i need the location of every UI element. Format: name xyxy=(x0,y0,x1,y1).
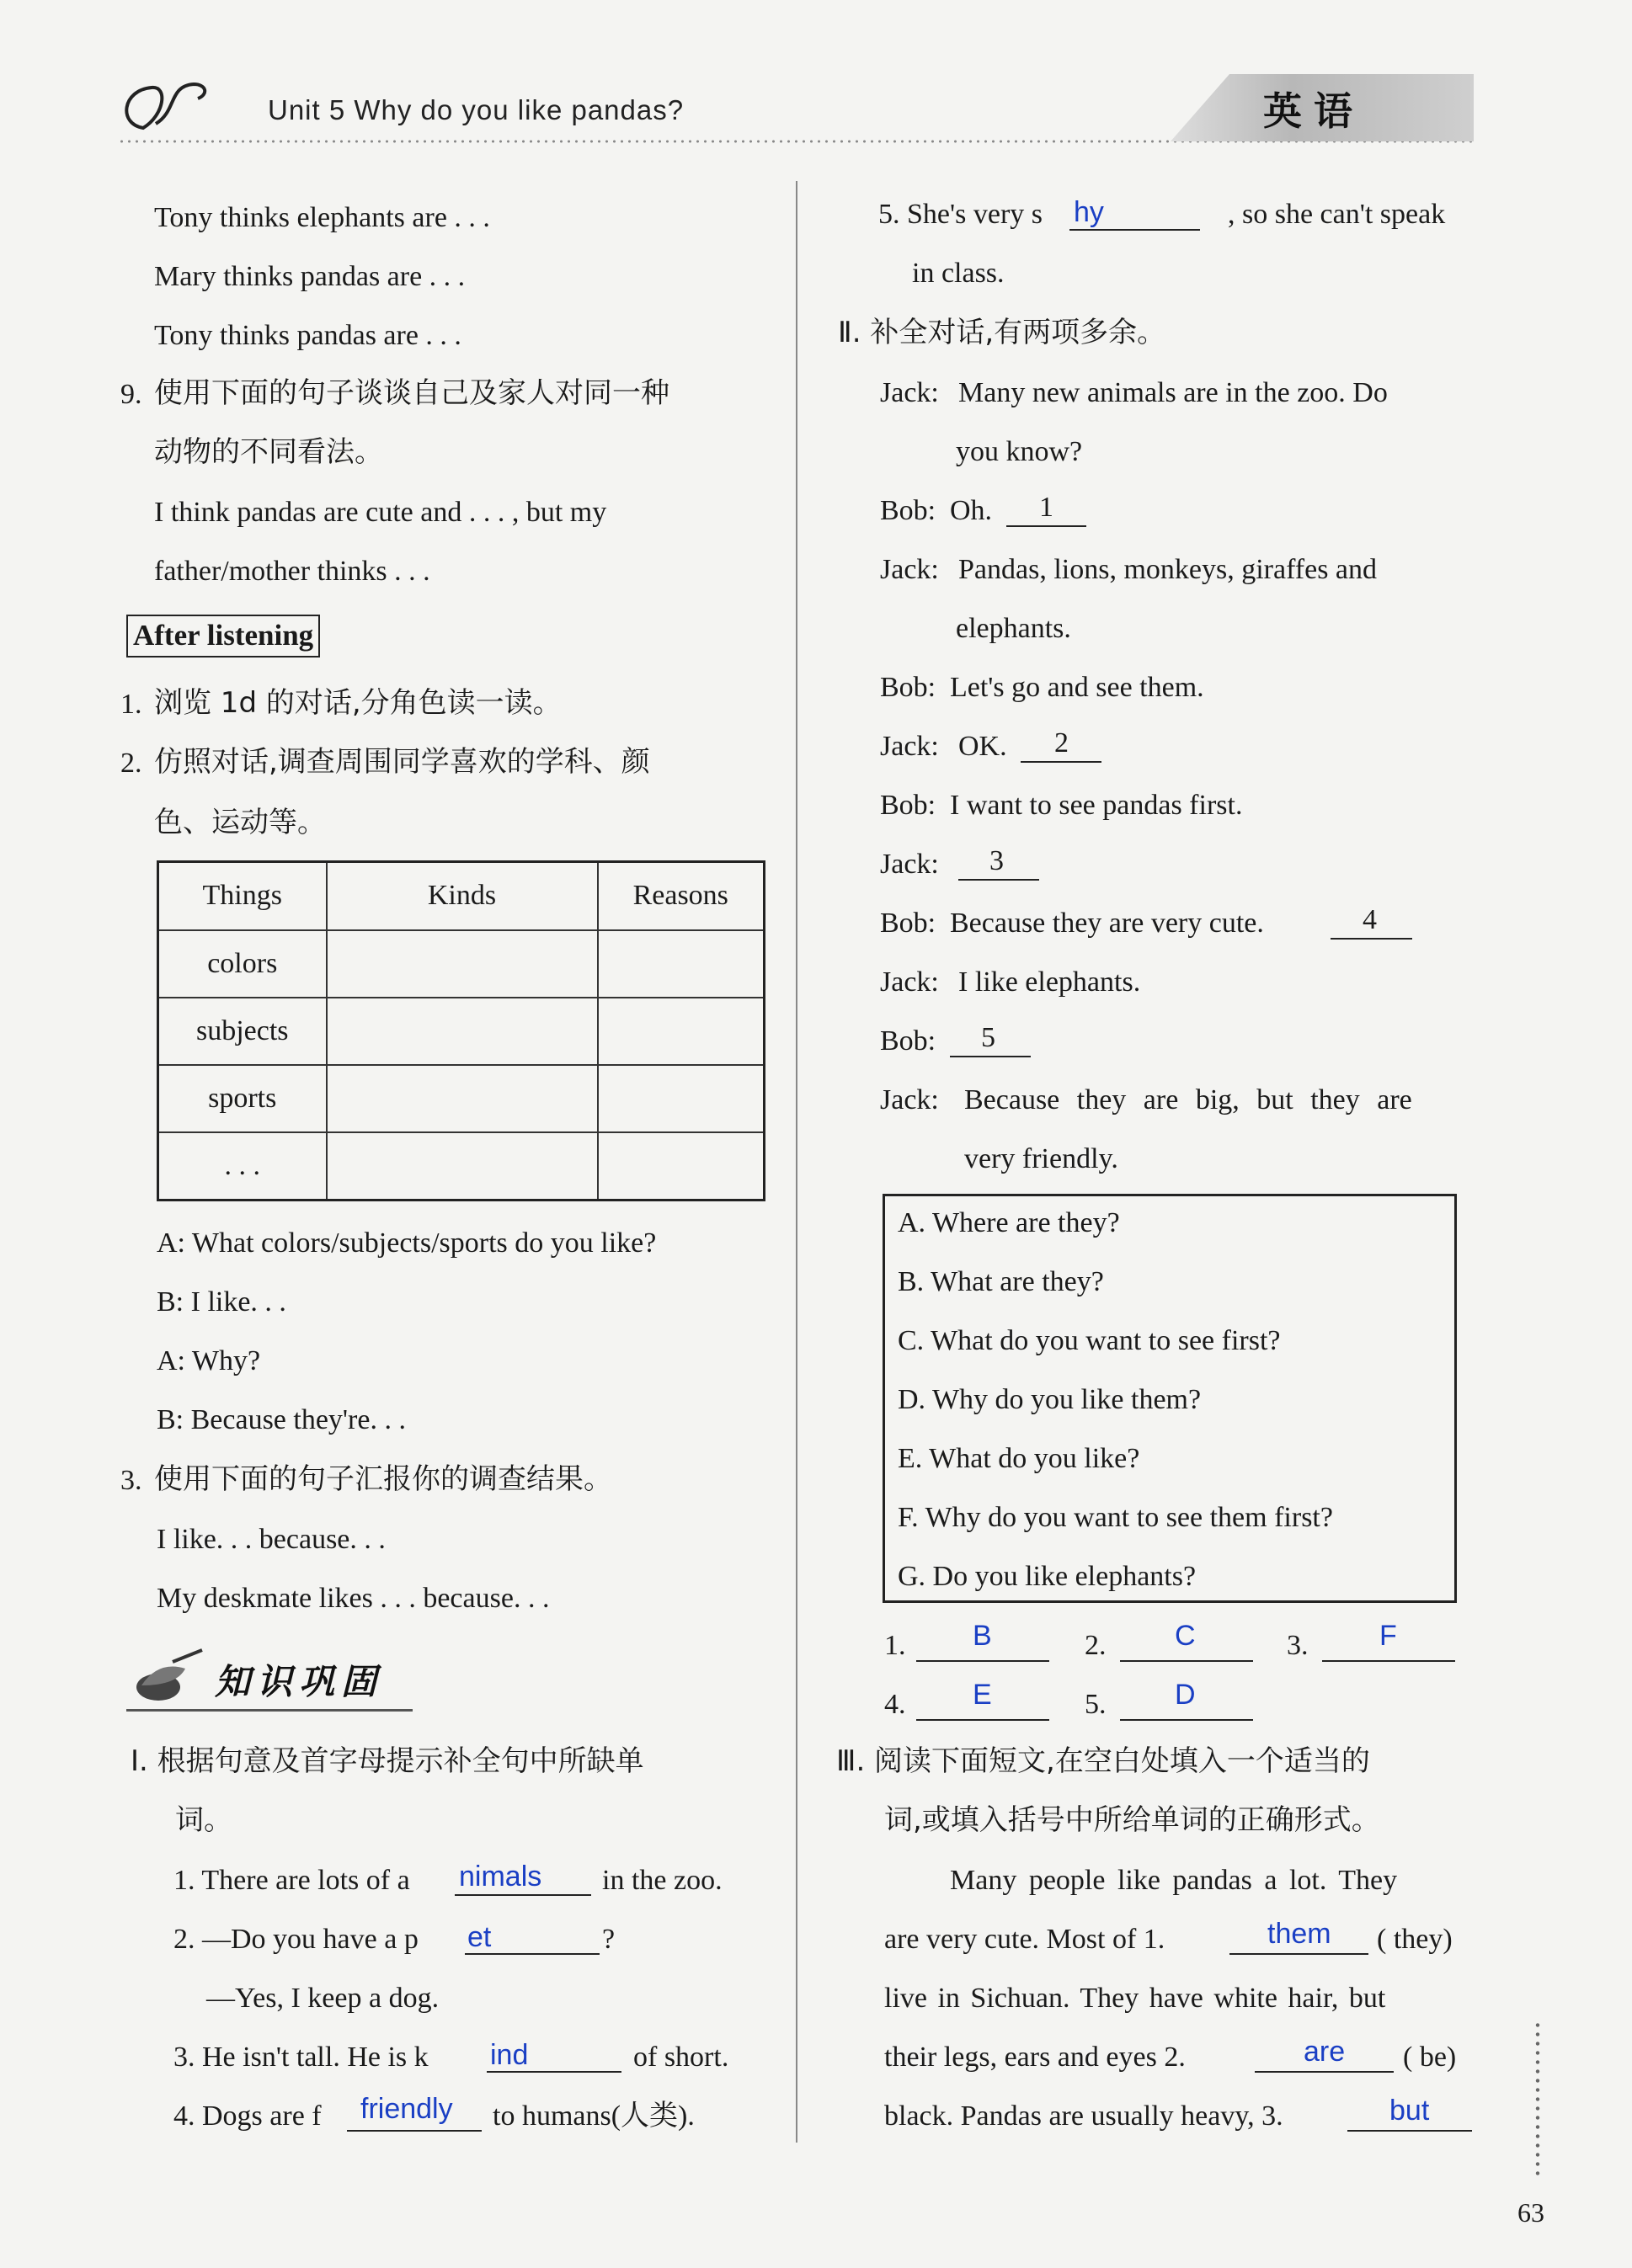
passage-line: their legs, ears and eyes 2. xyxy=(884,2042,1186,2073)
answer-blank xyxy=(1347,2130,1472,2132)
passage-line: black. Pandas are usually heavy, 3. xyxy=(884,2100,1283,2132)
passage-answer: but xyxy=(1389,2095,1430,2127)
page-number: 63 xyxy=(1517,2197,1544,2228)
answer-choice: F xyxy=(1379,1620,1397,1652)
answer-blank xyxy=(1069,229,1200,231)
q4-text: 4. Dogs are f xyxy=(173,2100,322,2132)
opinion-line: Tony thinks pandas are . . . xyxy=(154,320,461,351)
report-line: I like. . . because. . . xyxy=(157,1524,386,1555)
section2-title: Ⅱ. 补全对话,有两项多余。 xyxy=(838,316,1166,349)
answer-q3: ind xyxy=(490,2039,529,2071)
answer-q1: nimals xyxy=(459,1861,542,1893)
dialog-text: Let's go and see them. xyxy=(950,672,1204,703)
passage-answer: are xyxy=(1304,2036,1346,2068)
answer-choice: E xyxy=(973,1679,992,1711)
question-number: 9. xyxy=(120,379,142,410)
q1-text: in the zoo. xyxy=(602,1865,723,1896)
passage-line: are very cute. Most of 1. xyxy=(884,1924,1165,1955)
item-text: 色、运动等。 xyxy=(154,806,326,839)
answer-blank xyxy=(487,2071,621,2073)
answer-label: 5. xyxy=(1085,1689,1107,1720)
option-item: C. What do you want to see first? xyxy=(898,1325,1281,1356)
speaker: Jack: xyxy=(880,731,939,762)
answer-blank xyxy=(1229,1953,1368,1955)
option-item: B. What are they? xyxy=(898,1266,1104,1297)
table-cell xyxy=(327,998,598,1065)
answer-blank xyxy=(950,1056,1031,1057)
dialog-text: OK. xyxy=(958,731,1007,762)
answer-blank xyxy=(1331,938,1412,940)
column-divider xyxy=(796,181,797,2143)
speaker: Jack: xyxy=(880,849,939,880)
section1-title: Ⅰ. 根据句意及首字母提示补全句中所缺单 xyxy=(131,1744,644,1778)
table-cell xyxy=(327,1132,598,1201)
speaker: Bob: xyxy=(880,1025,936,1057)
dialog-text: Because they are very cute. xyxy=(950,908,1264,939)
q9-example: father/mother thinks . . . xyxy=(154,556,430,587)
table-cell xyxy=(327,930,598,998)
answer-choice: D xyxy=(1175,1679,1196,1711)
dialog-text: very friendly. xyxy=(964,1143,1118,1174)
option-item: F. Why do you want to see them first? xyxy=(898,1502,1333,1533)
q1-text: 1. There are lots of a xyxy=(173,1865,410,1896)
passage-line: live in Sichuan. They have white hair, but xyxy=(884,1983,1386,2014)
table-cell: colors xyxy=(158,930,327,998)
answer-blank xyxy=(1021,761,1101,763)
dialog-text: elephants. xyxy=(956,613,1071,644)
option-item: E. What do you like? xyxy=(898,1443,1140,1474)
answer-blank xyxy=(455,1894,591,1896)
opinion-line: Tony thinks elephants are . . . xyxy=(154,202,490,233)
speaker: Bob: xyxy=(880,495,936,526)
table-cell: subjects xyxy=(158,998,327,1065)
item-number: 3. xyxy=(120,1465,142,1496)
answer-choice: C xyxy=(1175,1620,1196,1652)
table-row xyxy=(158,930,765,998)
speaker: Jack: xyxy=(880,966,939,998)
answer-blank xyxy=(1120,1719,1253,1721)
item-number: 2. xyxy=(120,748,142,779)
speaker: Jack: xyxy=(880,554,939,585)
opinion-line: Mary thinks pandas are . . . xyxy=(154,261,466,292)
q3-text: of short. xyxy=(633,2042,729,2073)
table-cell xyxy=(598,930,765,998)
q5-text: in class. xyxy=(912,258,1005,289)
answer-blank xyxy=(1006,525,1086,527)
item-text: 使用下面的句子汇报你的调查结果。 xyxy=(154,1462,612,1496)
option-item: A. Where are they? xyxy=(898,1207,1120,1238)
banner-title: 知识巩固 xyxy=(215,1661,384,1702)
survey-table xyxy=(157,860,765,1201)
answer-blank xyxy=(347,2130,482,2132)
passage-line: ( be) xyxy=(1403,2042,1457,2073)
speaker: Bob: xyxy=(880,908,936,939)
speaker: Bob: xyxy=(880,790,936,821)
answer-blank xyxy=(1255,2071,1394,2073)
answer-label: 2. xyxy=(1085,1630,1107,1661)
dialog-text: you know? xyxy=(956,436,1083,467)
table-header: Reasons xyxy=(598,862,765,930)
passage-line: ( they) xyxy=(1377,1924,1453,1955)
table-row xyxy=(158,998,765,1065)
section3-title: Ⅲ. 阅读下面短文,在空白处填入一个适当的 xyxy=(836,1744,1370,1778)
dialog-text: I like elephants. xyxy=(958,966,1141,998)
answer-label: 1. xyxy=(884,1630,906,1661)
answer-blank xyxy=(916,1660,1049,1662)
table-cell xyxy=(598,1132,765,1201)
after-listening-label: After listening xyxy=(126,615,320,658)
answer-choice: B xyxy=(973,1620,992,1652)
blank-number: 3 xyxy=(989,845,1004,876)
blank-number: 2 xyxy=(1054,727,1069,759)
answer-blank xyxy=(958,879,1039,881)
item-text: 仿照对话,调查周围同学喜欢的学科、颜 xyxy=(154,745,650,779)
answer-label: 3. xyxy=(1287,1630,1309,1661)
dialog-line: B: I like. . . xyxy=(157,1286,286,1318)
q2-text: ? xyxy=(602,1924,616,1955)
unit-title: Unit 5 Why do you like pandas? xyxy=(268,94,685,125)
table-row xyxy=(158,1065,765,1132)
answer-blank xyxy=(1120,1660,1253,1662)
dialog-text: Oh. xyxy=(950,495,993,526)
speaker: Jack: xyxy=(880,377,939,408)
answer-blank xyxy=(916,1719,1049,1721)
option-item: G. Do you like elephants? xyxy=(898,1561,1197,1592)
dialog-text: Pandas, lions, monkeys, giraffes and xyxy=(958,554,1378,585)
table-cell xyxy=(598,998,765,1065)
q2-text: 2. —Do you have a p xyxy=(173,1924,419,1955)
answer-q4: friendly xyxy=(360,2093,453,2125)
option-item: D. Why do you like them? xyxy=(898,1384,1202,1415)
answer-blank xyxy=(1322,1660,1455,1662)
blank-number: 5 xyxy=(981,1022,995,1053)
dialog-text: I want to see pandas first. xyxy=(950,790,1243,821)
passage-line: Many people like pandas a lot. They xyxy=(950,1865,1398,1896)
table-row xyxy=(158,1132,765,1201)
q2-reply: —Yes, I keep a dog. xyxy=(206,1983,440,2014)
dialog-line: A: Why? xyxy=(157,1345,261,1376)
dialog-line: B: Because they're. . . xyxy=(157,1404,406,1435)
q9-instruction: 动物的不同看法。 xyxy=(154,435,383,469)
table-header-row xyxy=(158,862,765,930)
answer-q5: hy xyxy=(1074,196,1104,228)
speaker: Bob: xyxy=(880,672,936,703)
table-cell xyxy=(327,1065,598,1132)
q9-instruction: 使用下面的句子谈谈自己及家人对同一种 xyxy=(154,376,669,410)
q5-text: 5. She's very s xyxy=(878,199,1043,230)
page-header xyxy=(0,0,1632,160)
blank-number: 1 xyxy=(1039,492,1053,523)
q9-example: I think pandas are cute and . . . , but my xyxy=(154,497,607,528)
q3-text: 3. He isn't tall. He is k xyxy=(173,2042,429,2073)
q4-text: to humans(人类). xyxy=(493,2100,695,2132)
passage-answer: them xyxy=(1267,1918,1331,1950)
speaker: Jack: xyxy=(880,1084,939,1115)
q5-text: , so she can't speak xyxy=(1228,199,1446,230)
answer-blank xyxy=(465,1953,600,1955)
dialog-text: Many new animals are in the zoo. Do xyxy=(958,377,1388,408)
answer-label: 4. xyxy=(884,1689,906,1720)
item-number: 1. xyxy=(120,689,142,720)
table-cell: . . . xyxy=(158,1132,327,1201)
section3-title: 词,或填入括号中所给单词的正确形式。 xyxy=(884,1803,1380,1837)
item-text: 浏览 1d 的对话,分角色读一读。 xyxy=(154,686,562,720)
table-cell xyxy=(598,1065,765,1132)
report-line: My deskmate likes . . . because. . . xyxy=(157,1583,550,1614)
dialog-text: Because they are big, but they are xyxy=(964,1084,1412,1115)
table-cell: sports xyxy=(158,1065,327,1132)
banner-underline xyxy=(126,1709,413,1712)
margin-dots xyxy=(1534,2020,1541,2180)
section1-title: 词。 xyxy=(175,1803,232,1837)
subject-label: 英语 xyxy=(1263,88,1364,134)
blank-number: 4 xyxy=(1363,904,1377,935)
unit-logo-icon xyxy=(118,77,219,136)
table-header: Things xyxy=(158,862,327,930)
dialog-line: A: What colors/subjects/sports do you like? xyxy=(157,1227,657,1259)
table-header: Kinds xyxy=(327,862,598,930)
answer-q2: et xyxy=(467,1921,492,1953)
